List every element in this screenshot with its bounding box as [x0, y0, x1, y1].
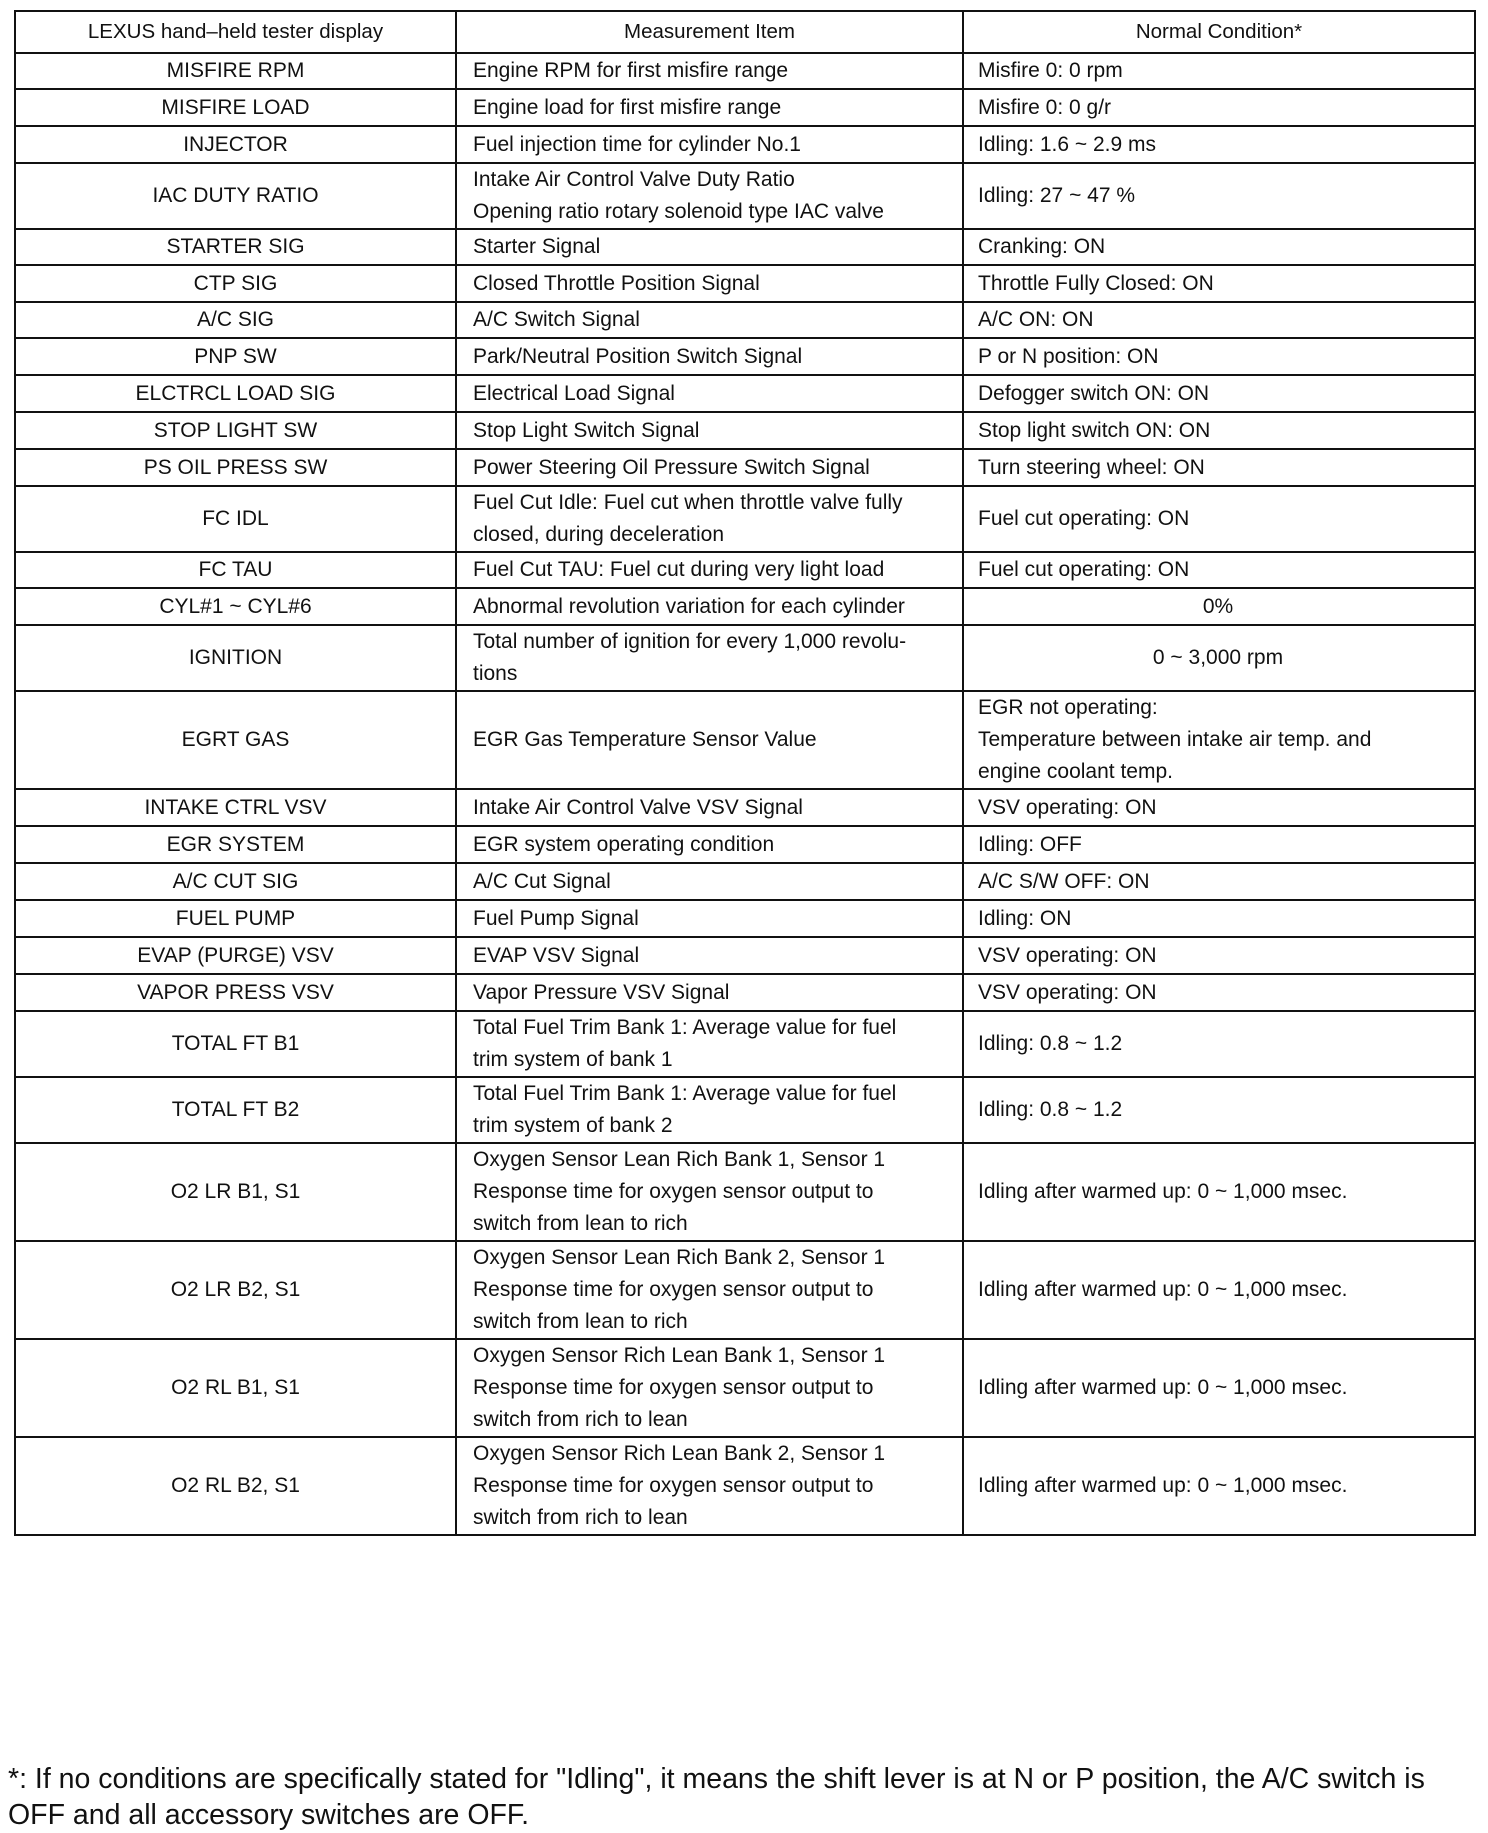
- measurement-item-cell: [456, 789, 963, 826]
- measurement-item-cell: [456, 863, 963, 900]
- table-row: [15, 412, 1475, 449]
- measurement-item-line: Fuel Pump Signal: [473, 906, 639, 930]
- normal-condition-cell: [963, 338, 1475, 375]
- normal-condition-line: VSV operating: ON: [978, 795, 1157, 819]
- measurement-item-line: Stop Light Switch Signal: [473, 418, 700, 442]
- tester-display-cell: MISFIRE LOAD: [15, 89, 456, 126]
- measurement-item-line: switch from lean to rich: [473, 1212, 688, 1235]
- measurement-item-line: Abnormal revolution variation for each cylinder: [473, 594, 905, 618]
- normal-condition-line: Temperature between intake air temp. and: [978, 728, 1372, 751]
- measurement-item-cell: [456, 974, 963, 1011]
- normal-condition-line: Idling: 27 ~ 47 %: [978, 184, 1136, 207]
- measurement-item-cell: [456, 937, 963, 974]
- measurement-item-cell: [456, 691, 963, 789]
- measurement-item-cell: [456, 302, 963, 338]
- normal-condition-line: Cranking: ON: [978, 235, 1106, 258]
- table-row: [15, 552, 1475, 588]
- measurement-item-cell: [456, 449, 963, 486]
- table-row: [15, 789, 1475, 826]
- footnote: *: If no conditions are specifically stated for "Idling", it means the shift lever is at N or P position, the A/C switch is OFF and all accessory switches are OFF.: [8, 1763, 1425, 1831]
- tester-display-cell: TOTAL FT B2: [15, 1077, 456, 1143]
- normal-condition-line: VSV operating: ON: [978, 980, 1157, 1004]
- measurement-item-line: A/C Switch Signal: [473, 308, 640, 331]
- table-row: [15, 126, 1475, 163]
- normal-condition-cell: [963, 1011, 1475, 1077]
- normal-condition-line: Stop light switch ON: ON: [978, 418, 1211, 442]
- measurement-item-cell: [456, 163, 963, 229]
- tester-display-cell: STOP LIGHT SW: [15, 412, 456, 449]
- normal-condition-line: VSV operating: ON: [978, 943, 1157, 967]
- measurement-item-line: Closed Throttle Position Signal: [473, 271, 760, 295]
- measurement-item-line: Fuel Cut Idle: Fuel cut when throttle valve fully: [473, 491, 903, 514]
- table-row: [15, 625, 1475, 691]
- measurement-item-cell: [456, 265, 963, 302]
- normal-condition-line: EGR not operating:: [978, 696, 1158, 719]
- measurement-item-line: tions: [473, 662, 518, 685]
- normal-condition-line: engine coolant temp.: [978, 760, 1173, 783]
- normal-condition-line: Idling after warmed up: 0 ~ 1,000 msec.: [978, 1180, 1348, 1203]
- table-row: [15, 1011, 1475, 1077]
- tester-display-cell: O2 LR B1, S1: [15, 1143, 456, 1241]
- table-row: [15, 900, 1475, 937]
- measurement-item-line: Response time for oxygen sensor output to: [473, 1180, 874, 1203]
- measurement-item-cell: [456, 89, 963, 126]
- tester-display-cell: EGR SYSTEM: [15, 826, 456, 863]
- tester-display-cell: O2 LR B2, S1: [15, 1241, 456, 1339]
- table-row: [15, 691, 1475, 789]
- table-row: [15, 163, 1475, 229]
- tester-display-cell: INJECTOR: [15, 126, 456, 163]
- measurement-item-line: Opening ratio rotary solenoid type IAC valve: [473, 200, 884, 223]
- table-row: [15, 53, 1475, 89]
- measurement-item-cell: [456, 1437, 963, 1535]
- normal-condition-line: Idling: 1.6 ~ 2.9 ms: [978, 132, 1157, 156]
- header-tester-display: LEXUS hand–held tester display: [15, 11, 456, 53]
- normal-condition-cell: [963, 552, 1475, 588]
- normal-condition-line: Idling after warmed up: 0 ~ 1,000 msec.: [978, 1376, 1348, 1399]
- table-row: [15, 974, 1475, 1011]
- measurement-item-line: Engine RPM for first misfire range: [473, 59, 789, 82]
- table-header-row: [15, 11, 1475, 53]
- measurement-item-line: Fuel Cut TAU: Fuel cut during very light load: [473, 558, 885, 581]
- measurement-item-cell: [456, 375, 963, 412]
- table-row: [15, 826, 1475, 863]
- tester-display-cell: CYL#1 ~ CYL#6: [15, 588, 456, 625]
- normal-condition-cell: [963, 229, 1475, 265]
- normal-condition-cell: [963, 937, 1475, 974]
- measurement-item-line: Total number of ignition for every 1,000 revolu-: [473, 630, 907, 653]
- normal-condition-line: Throttle Fully Closed: ON: [978, 271, 1214, 295]
- measurement-item-line: trim system of bank 1: [473, 1048, 673, 1071]
- table-row: [15, 1437, 1475, 1535]
- normal-condition-cell: [963, 375, 1475, 412]
- table-row: [15, 1077, 1475, 1143]
- normal-condition-line: Misfire 0: 0 rpm: [978, 59, 1123, 82]
- measurement-item-cell: [456, 552, 963, 588]
- measurement-item-cell: [456, 1143, 963, 1241]
- normal-condition-line: Idling: ON: [978, 906, 1072, 930]
- tester-display-cell: A/C SIG: [15, 302, 456, 338]
- normal-condition-cell: [963, 265, 1475, 302]
- normal-condition-cell: [963, 302, 1475, 338]
- measurement-item-line: Total Fuel Trim Bank 1: Average value for fuel: [473, 1016, 897, 1039]
- measurement-item-line: Engine load for first misfire range: [473, 95, 782, 119]
- normal-condition-line: Defogger switch ON: ON: [978, 381, 1210, 405]
- table-row: [15, 338, 1475, 375]
- tester-display-cell: MISFIRE RPM: [15, 53, 456, 89]
- normal-condition-cell: [963, 1143, 1475, 1241]
- measurement-item-line: Park/Neutral Position Switch Signal: [473, 344, 803, 368]
- measurement-item-cell: [456, 53, 963, 89]
- measurement-item-line: Oxygen Sensor Lean Rich Bank 2, Sensor 1: [473, 1246, 886, 1269]
- measurement-item-line: EGR Gas Temperature Sensor Value: [473, 728, 817, 751]
- measurement-item-line: Response time for oxygen sensor output to: [473, 1474, 874, 1497]
- measurement-item-line: Electrical Load Signal: [473, 381, 675, 405]
- measurement-item-cell: [456, 1077, 963, 1143]
- data-list-table: [14, 10, 1476, 1536]
- normal-condition-cell: [963, 900, 1475, 937]
- normal-condition-line: Turn steering wheel: ON: [978, 455, 1205, 479]
- tester-display-cell: TOTAL FT B1: [15, 1011, 456, 1077]
- tester-display-cell: PNP SW: [15, 338, 456, 375]
- measurement-item-line: trim system of bank 2: [473, 1114, 673, 1137]
- measurement-item-line: Starter Signal: [473, 235, 601, 258]
- table-row: [15, 302, 1475, 338]
- measurement-item-line: Power Steering Oil Pressure Switch Signal: [473, 455, 870, 479]
- tester-display-cell: EGRT GAS: [15, 691, 456, 789]
- table-row: [15, 449, 1475, 486]
- measurement-item-cell: [456, 900, 963, 937]
- table-row: [15, 486, 1475, 552]
- normal-condition-line: Fuel cut operating: ON: [978, 507, 1190, 530]
- normal-condition-line: Idling after warmed up: 0 ~ 1,000 msec.: [978, 1278, 1348, 1301]
- measurement-item-line: switch from lean to rich: [473, 1310, 688, 1333]
- measurement-item-line: switch from rich to lean: [473, 1408, 688, 1431]
- measurement-item-cell: [456, 1011, 963, 1077]
- tester-display-cell: IGNITION: [15, 625, 456, 691]
- tester-display-cell: IAC DUTY RATIO: [15, 163, 456, 229]
- measurement-item-line: Oxygen Sensor Rich Lean Bank 2, Sensor 1: [473, 1442, 886, 1465]
- tester-display-cell: EVAP (PURGE) VSV: [15, 937, 456, 974]
- normal-condition-line: Misfire 0: 0 g/r: [978, 95, 1112, 119]
- normal-condition-line: 0 ~ 3,000 rpm: [1152, 646, 1284, 669]
- normal-condition-line: A/C ON: ON: [978, 308, 1094, 331]
- table-row: [15, 265, 1475, 302]
- measurement-item-line: Intake Air Control Valve VSV Signal: [473, 795, 803, 819]
- normal-condition-line: Idling: 0.8 ~ 1.2: [978, 1032, 1123, 1055]
- table-row: [15, 1143, 1475, 1241]
- normal-condition-line: Idling: OFF: [978, 832, 1082, 856]
- table-row: [15, 588, 1475, 625]
- measurement-item-cell: [456, 1339, 963, 1437]
- normal-condition-line: Idling: 0.8 ~ 1.2: [978, 1098, 1123, 1121]
- measurement-item-line: Intake Air Control Valve Duty Ratio: [473, 168, 795, 191]
- normal-condition-cell: [963, 863, 1475, 900]
- normal-condition-cell: [963, 588, 1475, 625]
- tester-display-cell: FC IDL: [15, 486, 456, 552]
- tester-display-cell: FC TAU: [15, 552, 456, 588]
- normal-condition-cell: [963, 826, 1475, 863]
- tester-display-cell: PS OIL PRESS SW: [15, 449, 456, 486]
- tester-display-cell: STARTER SIG: [15, 229, 456, 265]
- measurement-item-cell: [456, 229, 963, 265]
- normal-condition-line: Fuel cut operating: ON: [978, 558, 1190, 581]
- table-row: [15, 375, 1475, 412]
- tester-display-cell: O2 RL B1, S1: [15, 1339, 456, 1437]
- measurement-item-line: EGR system operating condition: [473, 832, 775, 856]
- tester-display-cell: A/C CUT SIG: [15, 863, 456, 900]
- measurement-item-line: Oxygen Sensor Rich Lean Bank 1, Sensor 1: [473, 1344, 886, 1367]
- normal-condition-cell: [963, 486, 1475, 552]
- table-row: [15, 89, 1475, 126]
- measurement-item-line: closed, during deceleration: [473, 523, 724, 546]
- measurement-item-cell: [456, 625, 963, 691]
- measurement-item-line: Response time for oxygen sensor output to: [473, 1278, 874, 1301]
- normal-condition-cell: [963, 412, 1475, 449]
- normal-condition-cell: [963, 625, 1475, 691]
- measurement-item-cell: [456, 486, 963, 552]
- table-row: [15, 1339, 1475, 1437]
- measurement-item-cell: [456, 826, 963, 863]
- measurement-item-cell: [456, 338, 963, 375]
- measurement-item-line: A/C Cut Signal: [473, 869, 611, 893]
- tester-display-cell: O2 RL B2, S1: [15, 1437, 456, 1535]
- normal-condition-cell: [963, 163, 1475, 229]
- measurement-item-line: switch from rich to lean: [473, 1506, 688, 1529]
- normal-condition-cell: [963, 89, 1475, 126]
- measurement-item-line: Fuel injection time for cylinder No.1: [473, 132, 801, 156]
- measurement-item-line: Oxygen Sensor Lean Rich Bank 1, Sensor 1: [473, 1148, 886, 1171]
- tester-display-cell: FUEL PUMP: [15, 900, 456, 937]
- normal-condition-cell: [963, 789, 1475, 826]
- normal-condition-line: 0%: [1202, 594, 1234, 618]
- header-measurement-item: Measurement Item: [456, 11, 963, 53]
- normal-condition-cell: [963, 691, 1475, 789]
- measurement-item-cell: [456, 126, 963, 163]
- measurement-item-line: Total Fuel Trim Bank 1: Average value for fuel: [473, 1082, 897, 1105]
- measurement-item-cell: [456, 412, 963, 449]
- normal-condition-cell: [963, 1077, 1475, 1143]
- table-row: [15, 229, 1475, 265]
- normal-condition-line: P or N position: ON: [978, 344, 1159, 368]
- measurement-item-line: EVAP VSV Signal: [473, 943, 640, 967]
- normal-condition-cell: [963, 1437, 1475, 1535]
- table-row: [15, 863, 1475, 900]
- tester-display-cell: VAPOR PRESS VSV: [15, 974, 456, 1011]
- normal-condition-cell: [963, 974, 1475, 1011]
- normal-condition-cell: [963, 53, 1475, 89]
- measurement-item-cell: [456, 588, 963, 625]
- table-row: [15, 1241, 1475, 1339]
- normal-condition-cell: [963, 126, 1475, 163]
- normal-condition-cell: [963, 1339, 1475, 1437]
- measurement-item-line: Response time for oxygen sensor output to: [473, 1376, 874, 1399]
- tester-display-cell: CTP SIG: [15, 265, 456, 302]
- normal-condition-line: Idling after warmed up: 0 ~ 1,000 msec.: [978, 1474, 1348, 1497]
- measurement-item-line: Vapor Pressure VSV Signal: [473, 980, 730, 1004]
- measurement-item-cell: [456, 1241, 963, 1339]
- header-normal-condition: Normal Condition*: [963, 11, 1475, 53]
- table-row: [15, 937, 1475, 974]
- normal-condition-line: A/C S/W OFF: ON: [978, 869, 1150, 893]
- tester-display-cell: INTAKE CTRL VSV: [15, 789, 456, 826]
- normal-condition-cell: [963, 449, 1475, 486]
- tester-display-cell: ELCTRCL LOAD SIG: [15, 375, 456, 412]
- normal-condition-cell: [963, 1241, 1475, 1339]
